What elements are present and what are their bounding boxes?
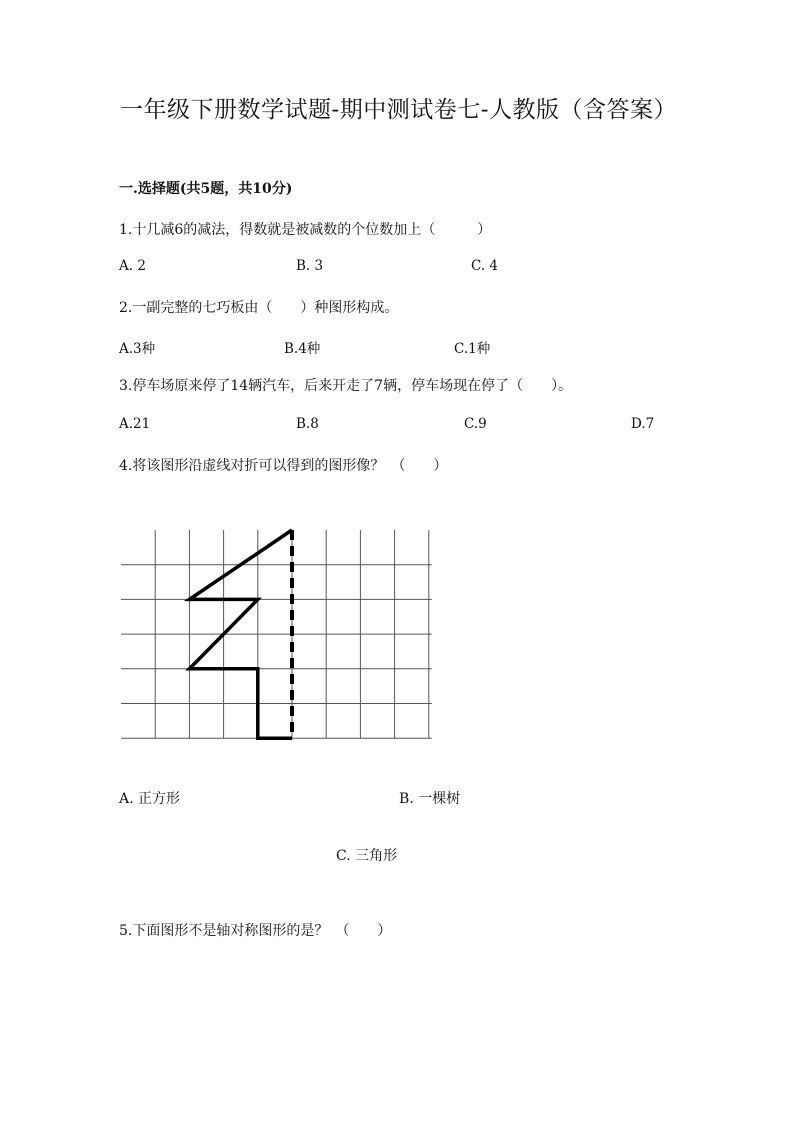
section-heading: 一.选择题(共5题，共10分): [119, 181, 293, 197]
q2-option-a[interactable]: A.3种: [119, 341, 156, 357]
q1-option-a[interactable]: A. 2: [119, 258, 146, 274]
q4-option-c[interactable]: C. 三角形: [336, 848, 398, 864]
page-title: 一年级下册数学试题-期中测试卷七-人教版（含答案）: [120, 97, 678, 123]
q1-option-c[interactable]: C. 4: [471, 258, 499, 274]
question-5: 5.下面图形不是轴对称图形的是？ （ ）: [119, 923, 392, 939]
q2-option-c[interactable]: C.1种: [454, 341, 491, 357]
question-1: 1.十几减6的减法，得数就是被减数的个位数加上（ ）: [119, 222, 492, 238]
q3-option-b[interactable]: B.8: [296, 416, 319, 432]
question-2: 2.一副完整的七巧板由（ ）种图形构成。: [119, 300, 399, 316]
q3-option-d[interactable]: D.7: [631, 416, 655, 432]
q3-option-a[interactable]: A.21: [119, 416, 151, 432]
fold-figure: [118, 527, 434, 747]
question-4: 4.将该图形沿虚线对折可以得到的图形像？ （ ）: [119, 458, 448, 474]
question-3: 3.停车场原来停了14辆汽车，后来开走了7辆，停车场现在停了（ ）。: [119, 378, 573, 394]
q4-option-a[interactable]: A. 正方形: [119, 791, 181, 807]
q4-option-b[interactable]: B. 一棵树: [399, 791, 461, 807]
q1-option-b[interactable]: B. 3: [296, 258, 324, 274]
q3-option-c[interactable]: C.9: [464, 416, 487, 432]
q2-option-b[interactable]: B.4种: [284, 341, 321, 357]
